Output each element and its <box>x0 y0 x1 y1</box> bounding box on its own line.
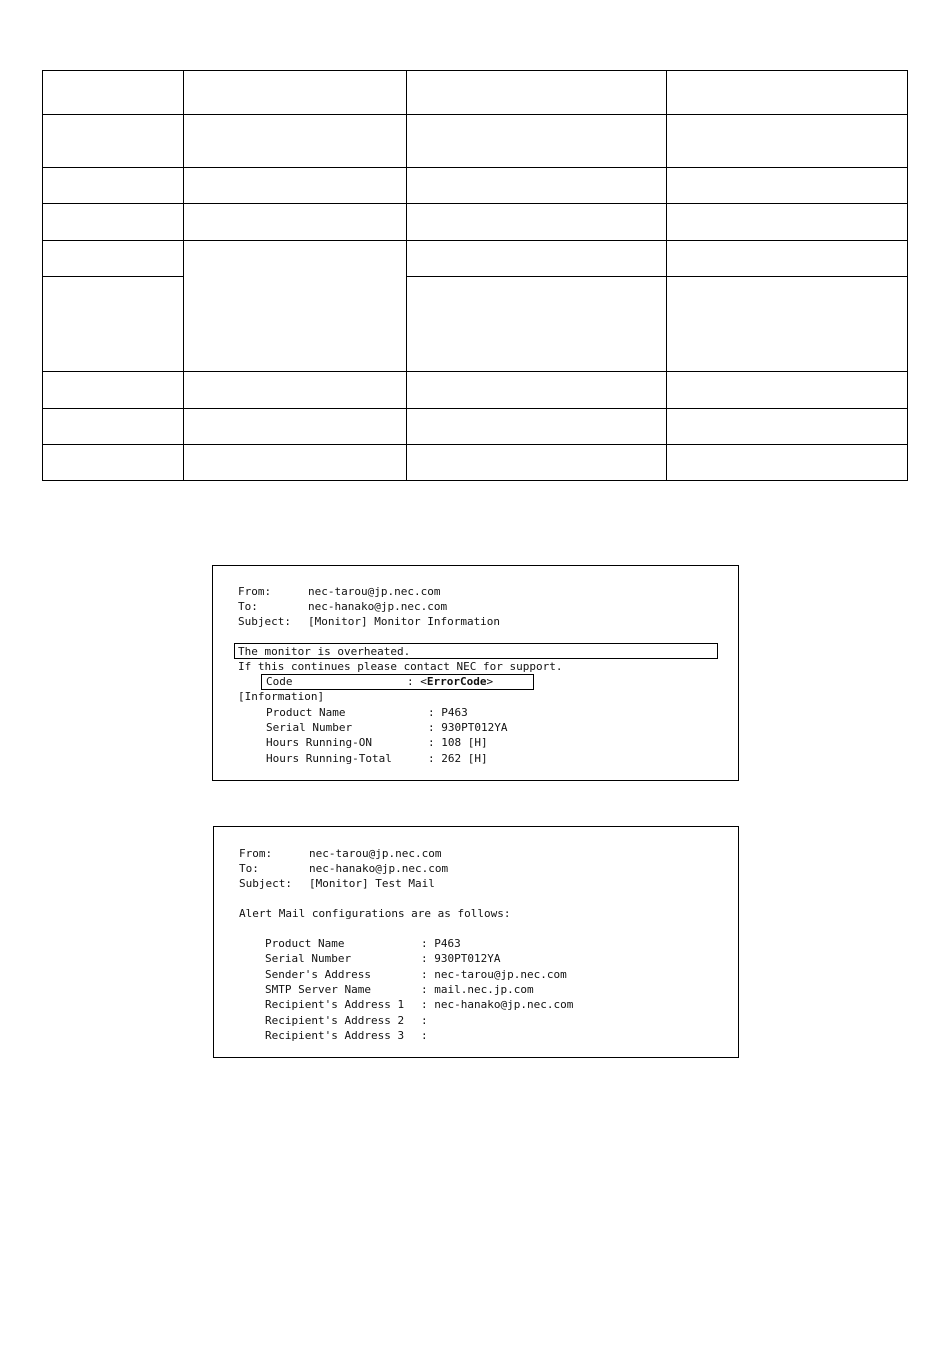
table-rule <box>42 408 908 409</box>
config-label: Sender's Address <box>265 968 371 981</box>
table-rule <box>406 276 908 277</box>
subject-value: [Monitor] Monitor Information <box>308 615 501 628</box>
table-rule <box>183 70 184 481</box>
from-value: nec-tarou@jp.nec.com <box>309 847 442 860</box>
info-label: Hours Running-ON <box>266 736 372 749</box>
code-label: Code <box>266 675 293 688</box>
information-header: [Information] <box>238 690 325 703</box>
intro-text: Alert Mail configurations are as follows: <box>239 907 511 920</box>
config-label: Recipient's Address 2 <box>265 1014 405 1027</box>
to-value: nec-hanako@jp.nec.com <box>308 600 448 613</box>
config-label: Product Name <box>265 937 345 950</box>
to-label: To: <box>238 600 258 613</box>
subject-value: [Monitor] Test Mail <box>309 877 435 890</box>
subject-label: Subject: <box>238 615 291 628</box>
table-rule <box>42 371 908 372</box>
code-separator: : <ErrorCode> <box>407 675 494 688</box>
info-value: : 108 [H] <box>428 736 488 749</box>
table-rule <box>42 444 908 445</box>
alert-text: The monitor is overheated. <box>238 645 411 658</box>
table-rule <box>406 70 407 481</box>
table-rule <box>42 203 908 204</box>
table-rule <box>42 114 908 115</box>
to-value: nec-hanako@jp.nec.com <box>309 862 449 875</box>
info-label: Product Name <box>266 706 346 719</box>
table-rule <box>42 276 183 277</box>
table-rule <box>907 70 908 481</box>
table-rule <box>42 70 43 481</box>
config-value: : nec-hanako@jp.nec.com <box>421 998 574 1011</box>
config-label: Serial Number <box>265 952 352 965</box>
support-text: If this continues please contact NEC for support. <box>238 660 563 673</box>
from-label: From: <box>239 847 273 860</box>
config-value: : P463 <box>421 937 461 950</box>
from-value: nec-tarou@jp.nec.com <box>308 585 441 598</box>
info-label: Serial Number <box>266 721 353 734</box>
monitor-information-mail <box>212 565 739 781</box>
table-rule <box>42 167 908 168</box>
error-code-value: ErrorCode <box>426 675 487 688</box>
to-label: To: <box>239 862 259 875</box>
config-label: Recipient's Address 1 <box>265 998 405 1011</box>
test-mail <box>213 826 739 1058</box>
info-label: Hours Running-Total <box>266 752 392 765</box>
config-label: Recipient's Address 3 <box>265 1029 405 1042</box>
table-rule <box>42 480 908 481</box>
info-value: : 262 [H] <box>428 752 488 765</box>
table-rule <box>666 70 667 481</box>
table-rule <box>42 240 908 241</box>
config-value: : <box>421 1029 428 1042</box>
config-value: : 930PT012YA <box>421 952 501 965</box>
info-value: : 930PT012YA <box>428 721 508 734</box>
config-value: : nec-tarou@jp.nec.com <box>421 968 567 981</box>
config-value: : mail.nec.jp.com <box>421 983 534 996</box>
info-value: : P463 <box>428 706 468 719</box>
config-value: : <box>421 1014 428 1027</box>
empty-table <box>42 70 908 481</box>
config-label: SMTP Server Name <box>265 983 371 996</box>
from-label: From: <box>238 585 272 598</box>
subject-label: Subject: <box>239 877 292 890</box>
table-rule <box>42 70 908 71</box>
